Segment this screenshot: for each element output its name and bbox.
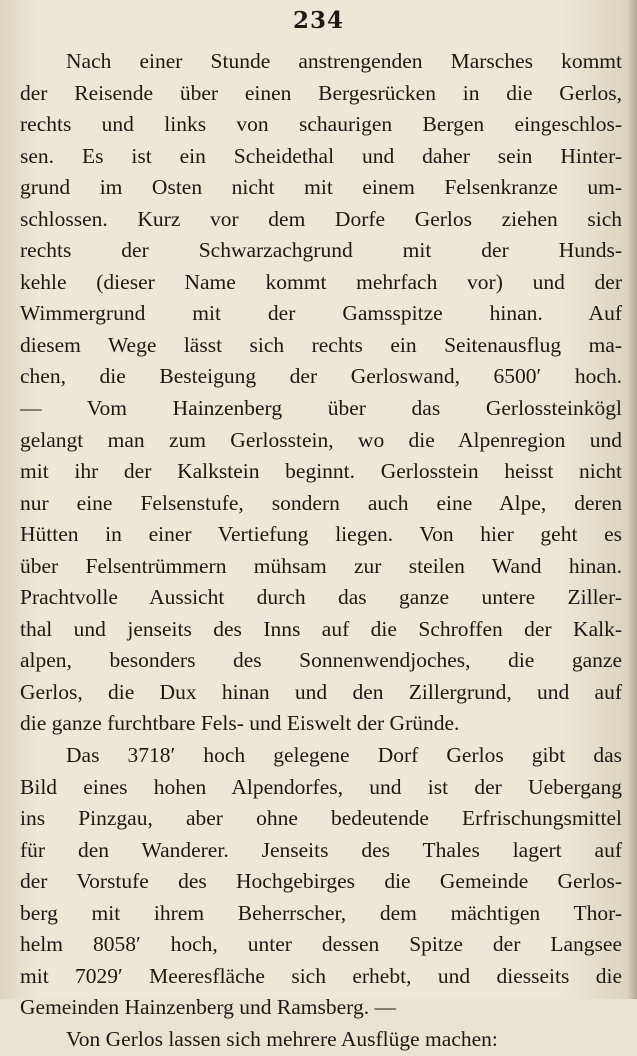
text-line: Bild eines hohen Alpendorfes, und ist der Uebergang: [20, 774, 622, 799]
text-line: grund im Osten nicht mit einem Felsenkranze um-: [20, 175, 622, 200]
text-line: der Vorstufe des Hochgebirges die Gemeinde Gerlos-: [20, 869, 622, 894]
text-line: thal und jenseits des Inns auf die Schroffen der Kalk-: [20, 616, 622, 641]
text-line: mit 7029′ Meeresfläche sich erhebt, und diesseits die: [20, 963, 622, 988]
text-line: Wimmergrund mit der Gamsspitze hinan. Auf: [20, 301, 622, 326]
text-line: über Felsentrümmern mühsam zur steilen Wand hinan.: [20, 553, 622, 578]
text-line: Gerlos, die Dux hinan und den Zillergrund, und auf: [20, 679, 622, 704]
text-line: nur eine Felsenstufe, sondern auch eine Alpe, deren: [20, 490, 622, 515]
text-line: kehle (dieser Name kommt mehrfach vor) und der: [20, 269, 622, 294]
page-number: 234: [292, 7, 344, 34]
text-line: sen. Es ist ein Scheidethal und daher sein Hinter-: [20, 143, 622, 168]
text-line: mit ihr der Kalkstein beginnt. Gerlosstein heisst nicht: [20, 459, 622, 484]
text-line: chen, die Besteigung der Gerloswand, 6500′ hoch.: [20, 364, 622, 389]
text-line: ins Pinzgau, aber ohne bedeutende Erfrischungsmittel: [20, 806, 622, 831]
text-line: schlossen. Kurz vor dem Dorfe Gerlos ziehen sich: [20, 206, 622, 231]
text-line: helm 8058′ hoch, unter dessen Spitze der Langsee: [20, 932, 622, 957]
text-line: Prachtvolle Aussicht durch das ganze untere Ziller-: [20, 585, 622, 610]
body-text: [20, 46, 622, 1056]
text-line: berg mit ihrem Beherrscher, dem mächtigen Thor-: [20, 900, 622, 925]
text-line: Hütten in einer Vertiefung liegen. Von hier geht es: [20, 522, 622, 547]
text-line: diesem Wege lässt sich rechts ein Seitenausflug ma-: [20, 332, 622, 357]
text-line: Von Gerlos lassen sich mehrere Ausflüge machen:: [66, 1026, 498, 1051]
text-line: Nach einer Stunde anstrengenden Marsches kommt: [66, 49, 622, 73]
text-line: die ganze furchtbare Fels- und Eiswelt der Gründe.: [20, 711, 460, 736]
text-line: alpen, besonders des Sonnenwendjoches, die ganze: [20, 648, 622, 673]
page-edge-shadow: [627, 0, 637, 999]
text-line: rechts und links von schaurigen Bergen eingeschlos-: [20, 112, 622, 137]
text-line: der Reisende über einen Bergesrücken in die Gerlos,: [20, 80, 622, 105]
text-line: Das 3718′ hoch gelegene Dorf Gerlos gibt das: [66, 743, 622, 768]
text-line: für den Wanderer. Jenseits des Thales lagert auf: [20, 837, 622, 862]
text-line: — Vom Hainzenberg über das Gerlossteinkögl: [20, 396, 622, 421]
text-line: Gemeinden Hainzenberg und Ramsberg. —: [20, 995, 396, 1020]
text-line: gelangt man zum Gerlosstein, wo die Alpenregion und: [20, 427, 622, 452]
text-line: rechts der Schwarzachgrund mit der Hunds-: [20, 238, 622, 263]
